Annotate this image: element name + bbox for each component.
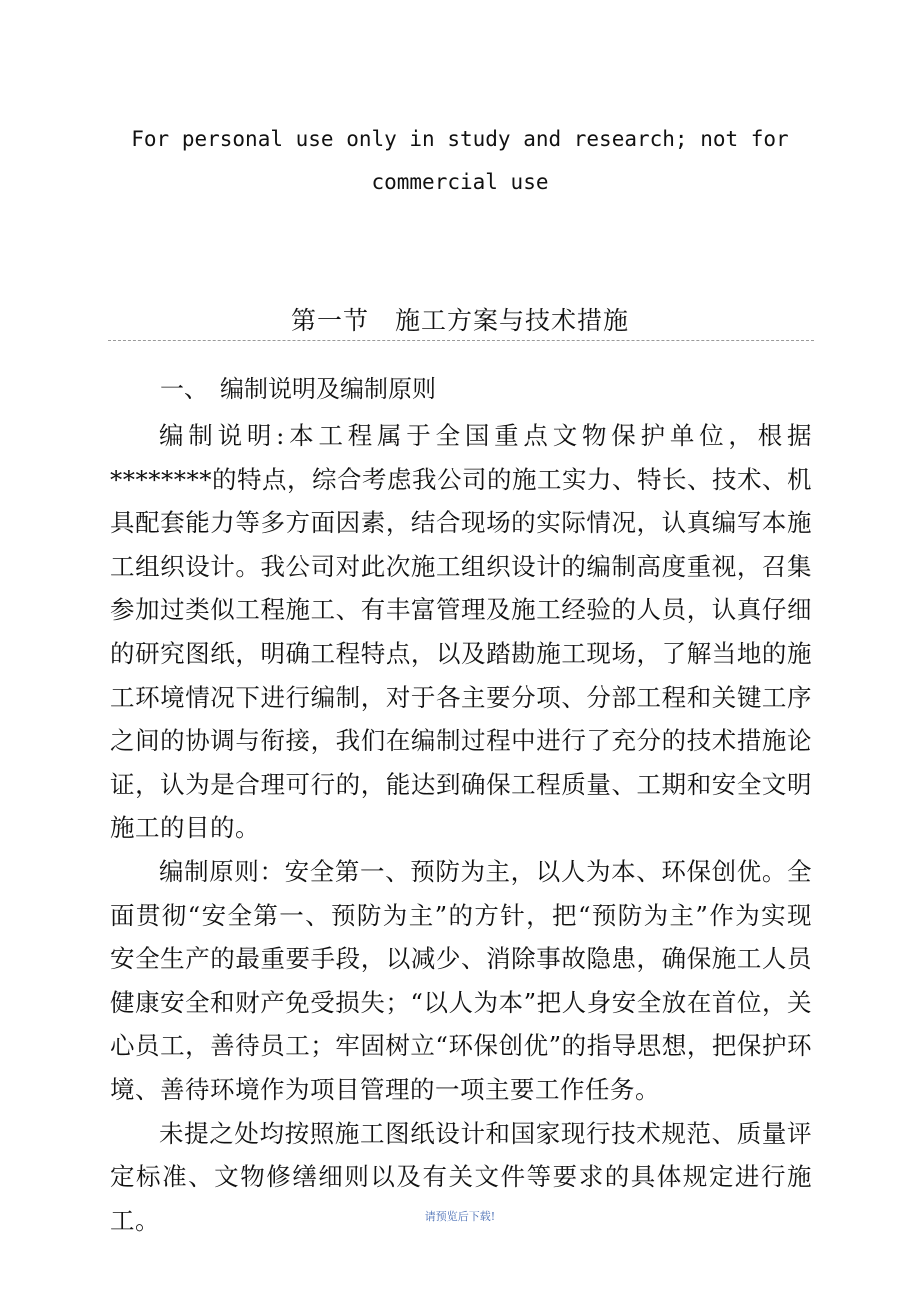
paragraph-compilation-description: 编制说明:本工程属于全国重点文物保护单位，根据********的特点，综合考虑我公司的施工实力、特长、技术、机具配套能力等多方面因素，结合现场的实际情况，认真编写本施工组织设计。我公司对此次施工组织设计的编制高度重视，召集参加过类似工程施工、有丰富管理及施工经验的人员，认真仔细的研究图纸，明确工程特点，以及踏勘施工现场，了解当地的施工环境情况下进行编制，对于各主要分项、分部工程和关键工序之间的协调与衔接，我们在编制过程中进行了充分的技术措施论证，认为是合理可行的，能达到确保工程质量、工期和安全文明施工的目的。 [110,421,812,843]
footer-note: 请预览后下载! [424,1210,496,1223]
subsection-heading: 一、 编制说明及编制原则 [160,375,436,403]
disclaimer-line-2: commercial use [371,170,549,194]
body-text [110,414,812,1242]
disclaimer [110,118,810,204]
disclaimer-line-1: For personal use only in study and research; not for [131,127,789,151]
paragraph-compilation-principles: 编制原则：安全第一、预防为主，以人为本、环保创优。全面贯彻“安全第一、预防为主”的方针，把“预防为主”作为实现安全生产的最重要手段，以减少、消除事故隐患，确保施工人员健康安全和财产免受损失；“以人为本”把人身安全放在首位，关心员工，善待员工；牢固树立“环保创优”的指导思想，把保护环境、善待环境作为项目管理的一项主要工作任务。 [110,856,812,1104]
section-title: 第一节 施工方案与技术措施 [290,306,629,335]
paragraph-other-provisions: 未提之处均按照施工图纸设计和国家现行技术规范、质量评定标准、文物修缮细则以及有关文件等要求的具体规定进行施工。 [110,1118,812,1235]
title-divider [108,340,814,341]
